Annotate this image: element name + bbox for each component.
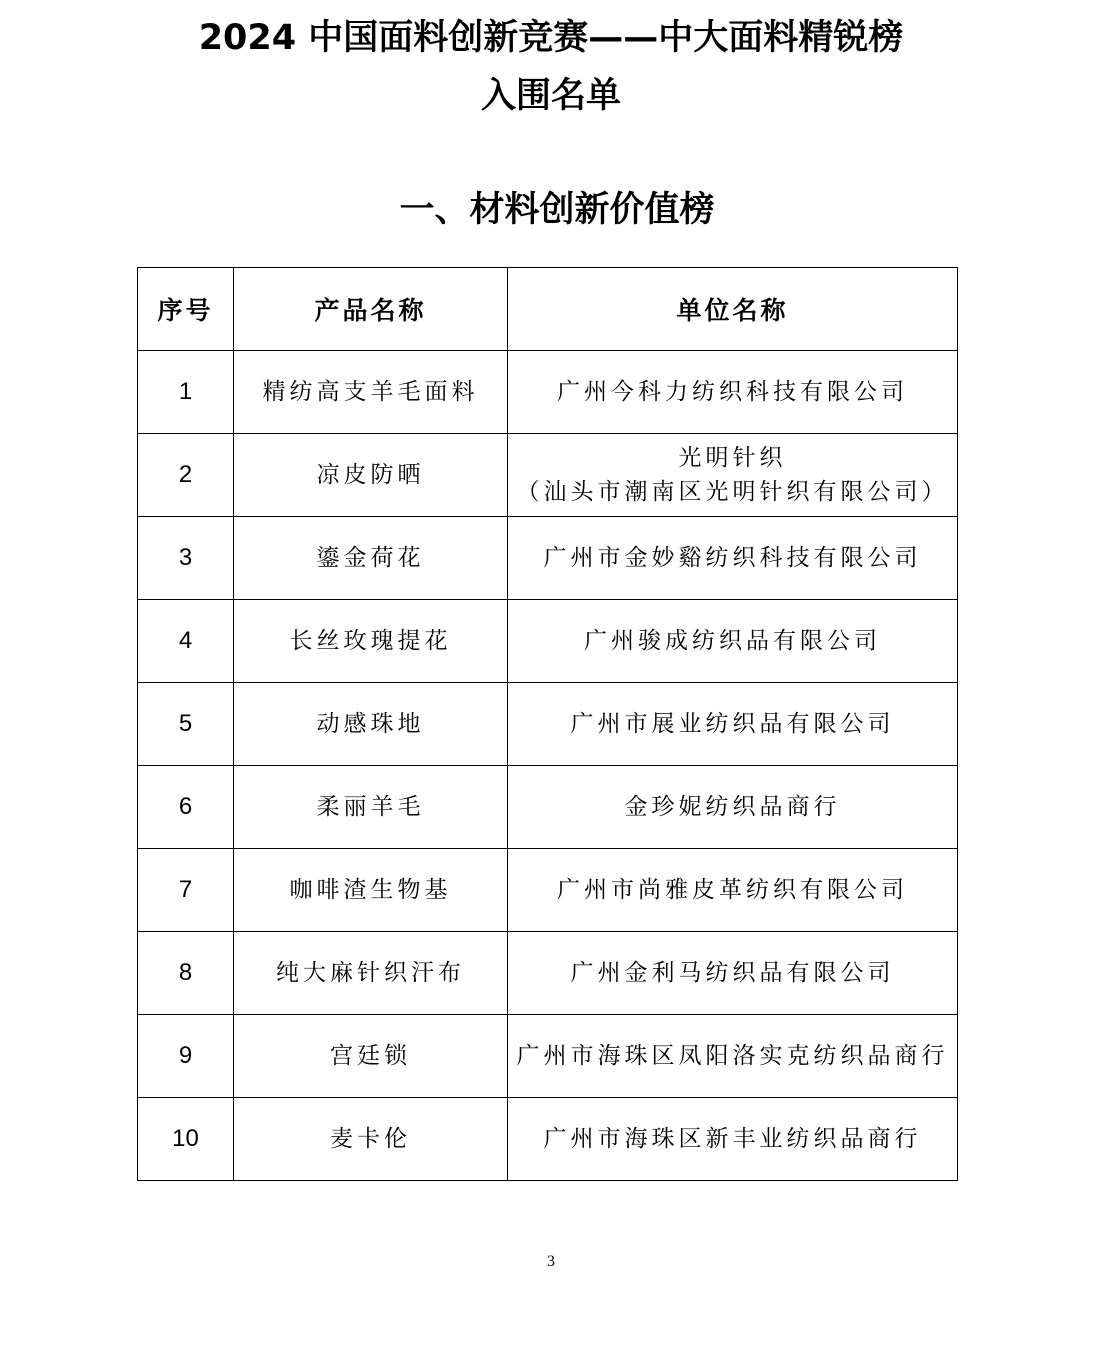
product-name: 麦卡伦 [234,1098,508,1181]
table-body [138,351,958,1181]
row-number: 3 [138,517,234,600]
organization-name: 广州今科力纺织科技有限公司 [508,351,958,434]
row-number: 1 [138,351,234,434]
table-row [138,517,958,600]
organization-name [508,434,958,517]
product-name: 鎏金荷花 [234,517,508,600]
document-title: 2024 中国面料创新竞赛——中大面料精锐榜 [198,18,904,58]
row-number: 10 [138,1098,234,1181]
product-name: 长丝玫瑰提花 [234,600,508,683]
organization-name: 广州骏成纺织品有限公司 [508,600,958,683]
shortlist-table [137,267,958,1181]
row-number: 6 [138,766,234,849]
row-number: 2 [138,434,234,517]
product-name: 凉皮防晒 [234,434,508,517]
table-row [138,600,958,683]
organization-name: 金珍妮纺织品商行 [508,766,958,849]
table-row [138,766,958,849]
row-number: 9 [138,1015,234,1098]
row-number: 4 [138,600,234,683]
document-subtitle: 入围名单 [480,76,621,116]
organization-name-line-1: 光明针织 [678,445,787,471]
product-name: 精纺高支羊毛面料 [234,351,508,434]
table-row [138,932,958,1015]
row-number: 5 [138,683,234,766]
organization-name: 广州市海珠区凤阳洛实克纺织品商行 [508,1015,958,1098]
page-number: 3 [547,1253,555,1270]
product-name: 柔丽羊毛 [234,766,508,849]
table-row [138,849,958,932]
row-number: 7 [138,849,234,932]
section-heading: 一、材料创新价值榜 [399,190,715,230]
row-number: 8 [138,932,234,1015]
product-name: 宫廷锁 [234,1015,508,1098]
table-row [138,351,958,434]
organization-name: 广州市海珠区新丰业纺织品商行 [508,1098,958,1181]
organization-name: 广州市展业纺织品有限公司 [508,683,958,766]
product-name: 纯大麻针织汗布 [234,932,508,1015]
table-row [138,1098,958,1181]
organization-name-line-2: （汕头市潮南区光明针织有限公司） [516,479,949,505]
table-header-row [138,268,958,351]
organization-name: 广州市金妙谿纺织科技有限公司 [508,517,958,600]
organization-name: 广州市尚雅皮革纺织有限公司 [508,849,958,932]
header-product-name: 产品名称 [234,268,508,351]
table-row [138,434,958,517]
organization-name: 广州金利马纺织品有限公司 [508,932,958,1015]
table-row [138,1015,958,1098]
product-name: 动感珠地 [234,683,508,766]
table-row [138,683,958,766]
header-organization-name: 单位名称 [508,268,958,351]
header-number: 序号 [138,268,234,351]
product-name: 咖啡渣生物基 [234,849,508,932]
